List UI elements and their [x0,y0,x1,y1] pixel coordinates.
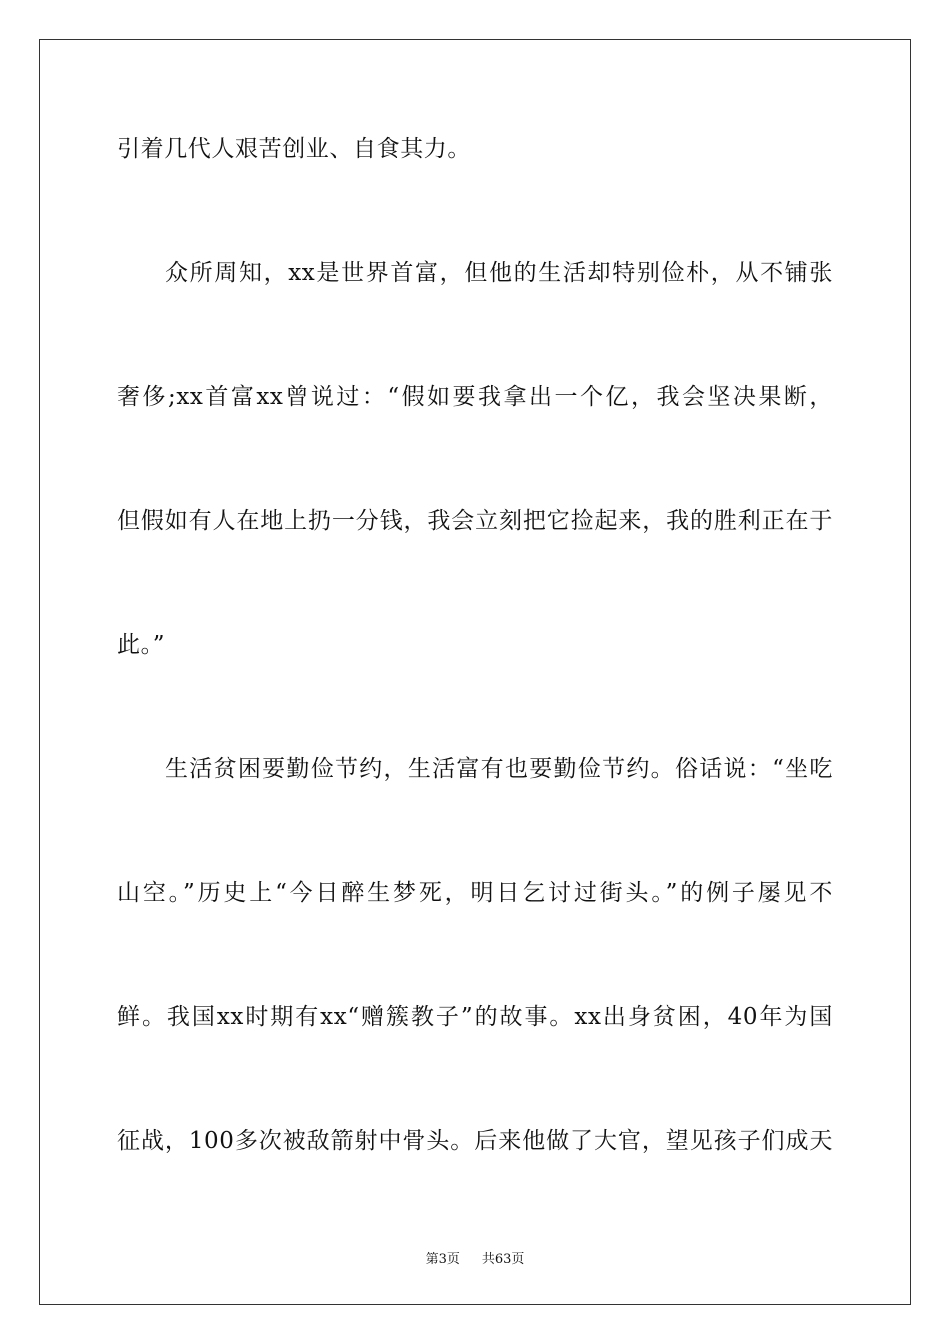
text-line: 此。” [117,632,166,658]
page-footer [0,1248,950,1267]
text-line: 征战，100多次被敌箭射中骨头。后来他做了大官，望见孩子们成天 [117,1128,833,1154]
page-total: 共63页 [481,1252,525,1267]
text-line: 但假如有人在地上扔一分钱，我会立刻把它捡起来，我的胜利正在于 [117,508,833,534]
text-line: 鲜。我国xx时期有xx“赠簇教子”的故事。xx出身贫困，40年为国 [117,1004,833,1030]
text-line: 山空。”历史上“今日醉生梦死，明日乞讨过街头。”的例子屡见不 [117,880,833,906]
text-line: 奢侈;xx首富xx曾说过：“假如要我拿出一个亿，我会坚决果断， [117,384,833,410]
page-number: 第3页 [425,1252,460,1267]
document-body [117,126,833,1242]
text-line: 众所周知，xx是世界首富，但他的生活却特别俭朴，从不铺张 [165,260,833,286]
text-line: 引着几代人艰苦创业、自食其力。 [117,136,471,162]
text-line: 生活贫困要勤俭节约，生活富有也要勤俭节约。俗话说：“坐吃 [165,756,833,782]
